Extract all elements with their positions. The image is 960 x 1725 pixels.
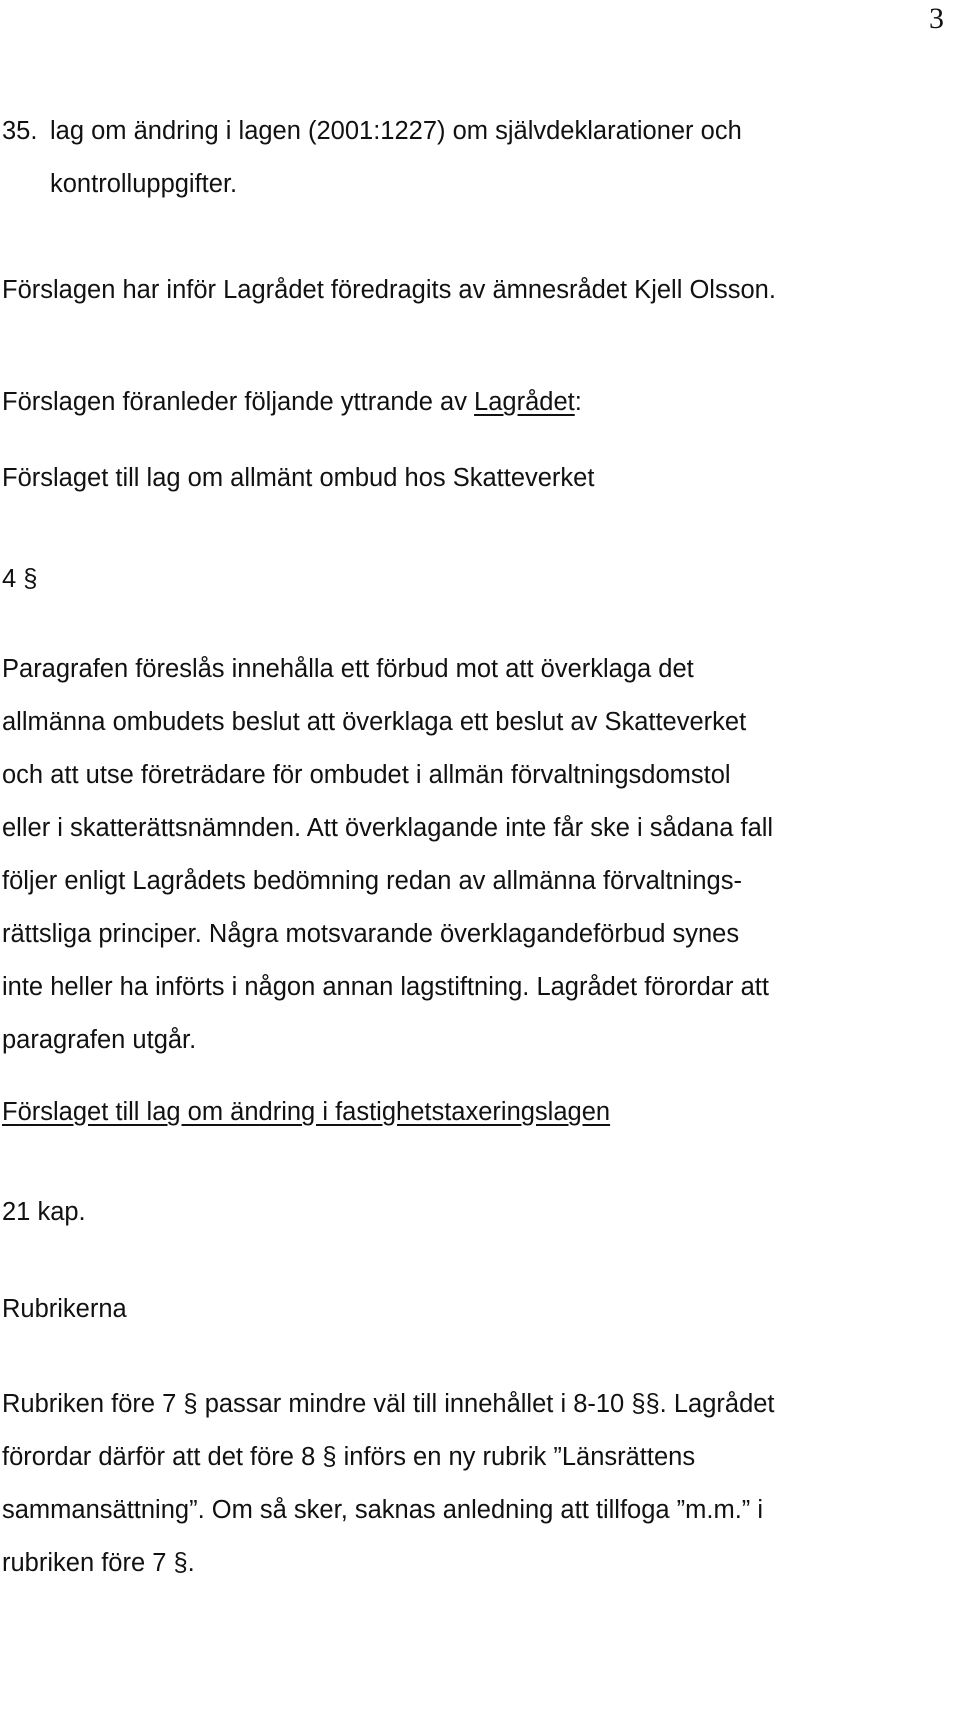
paragraph-line: eller i skatterättsnämnden. Att överklagande inte får ske i sådana fall — [2, 814, 774, 842]
heading-ombud: Förslaget till lag om allmänt ombud hos Skatteverket — [2, 464, 595, 492]
paragraph-line: sammansättning”. Om så sker, saknas anledning att tillfoga ”m.m.” i — [2, 1496, 764, 1524]
statement-intro — [2, 376, 922, 429]
paragraph-line: rubriken före 7 §. — [2, 1549, 195, 1577]
paragraph-4-text — [2, 643, 922, 1067]
paragraph-line: paragrafen utgår. — [2, 1026, 197, 1054]
heading-fastighetstaxeringslagen: Förslaget till lag om ändring i fastighetstaxeringslagen — [2, 1098, 611, 1126]
statement-intro-text: Förslagen föranleder följande yttrande av — [2, 388, 475, 416]
page-number: 3 — [929, 2, 944, 35]
lagradet-link[interactable]: Lagrådet — [474, 388, 575, 416]
presented-by-text: Förslagen har inför Lagrådet föredragits av ämnesrådet Kjell Olsson. — [2, 276, 776, 304]
list-item-text-line-1: lag om ändring i lagen (2001:1227) om självdeklarationer och — [50, 117, 742, 145]
section-4-heading: 4 § — [2, 565, 38, 593]
statement-intro-colon: : — [574, 388, 582, 416]
chapter-21-heading: 21 kap. — [2, 1198, 86, 1226]
list-item-text-line-2: kontrolluppgifter. — [50, 170, 238, 198]
paragraph-line: allmänna ombudets beslut att överklaga ett beslut av Skatteverket — [2, 708, 747, 736]
paragraph-rubriker-text — [2, 1378, 922, 1590]
list-item-number: 35. — [2, 117, 38, 145]
paragraph-line: följer enligt Lagrådets bedömning redan av allmänna förvaltnings- — [2, 867, 742, 895]
paragraph-line: inte heller ha införts i någon annan lagstiftning. Lagrådet förordar att — [2, 973, 769, 1001]
heading-rubrikerna: Rubrikerna — [2, 1295, 127, 1323]
paragraph-line: förordar därför att det före 8 § införs en ny rubrik ”Länsrättens — [2, 1443, 696, 1471]
paragraph-line: Rubriken före 7 § passar mindre väl till innehållet i 8-10 §§. Lagrådet — [2, 1390, 775, 1418]
paragraph-line: Paragrafen föreslås innehålla ett förbud mot att överklaga det — [2, 655, 694, 683]
paragraph-line: och att utse företrädare för ombudet i allmän förvaltningsdomstol — [2, 761, 731, 789]
list-item-35 — [2, 105, 922, 211]
paragraph-line: rättsliga principer. Några motsvarande överklagandeförbud synes — [2, 920, 740, 948]
